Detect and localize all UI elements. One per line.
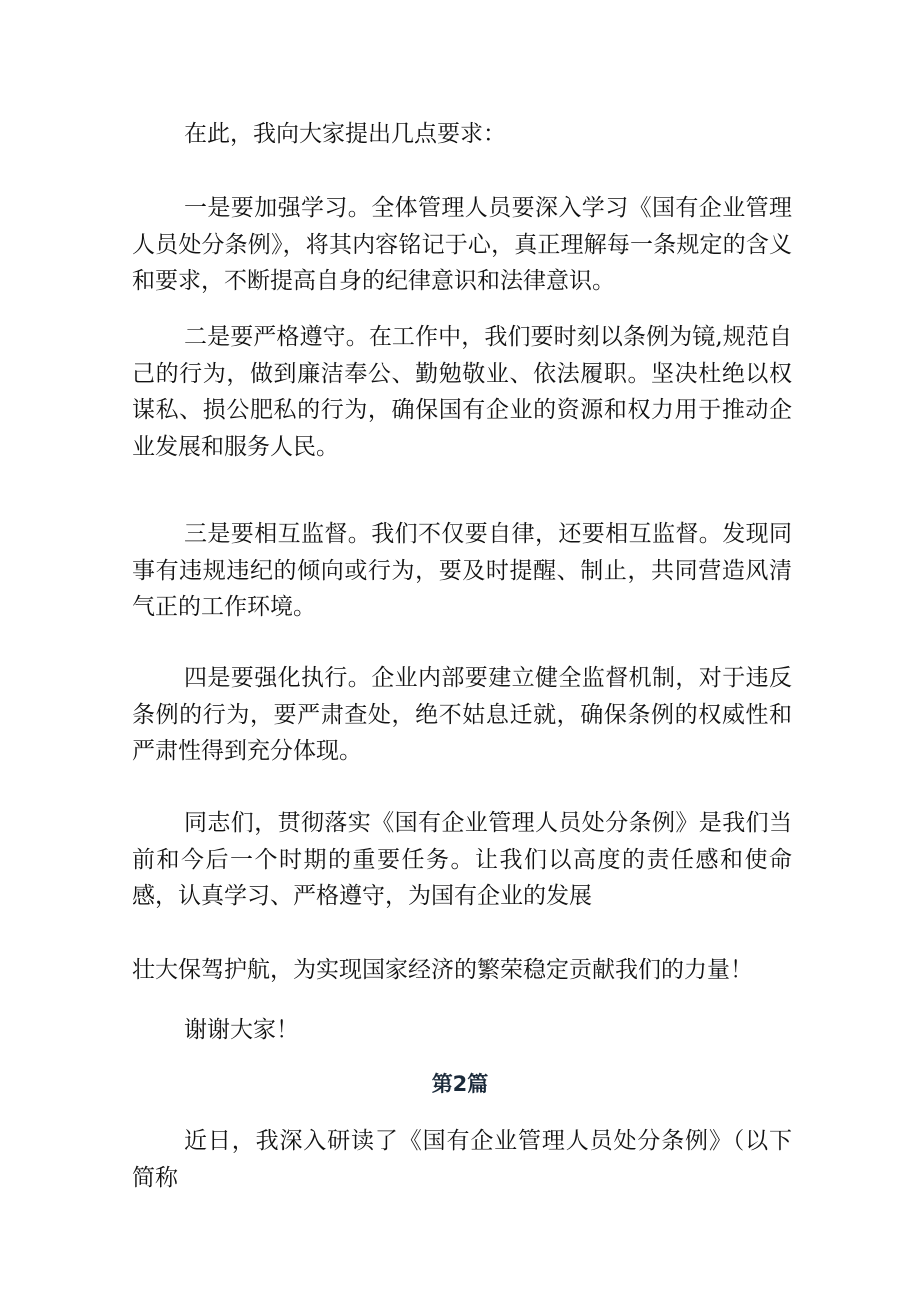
paragraph-next-section-start: 近日，我深入研读了《国有企业管理人员处分条例》（以下简称 (132, 1128, 792, 1191)
section-heading: 第2篇 (431, 1072, 489, 1096)
paragraph-point-four: 四是要强化执行。企业内部要建立健全监督机制，对于违反条例的行为，要严肃查处，绝不姑息迁就，确保条例的权威性和严肃性得到充分体现。 (132, 665, 792, 764)
paragraph-point-three: 三是要相互监督。我们不仅要自律，还要相互监督。发现同事有违规违纪的倾向或行为，要及时提醒、制止，共同营造风清气正的工作环境。 (132, 521, 792, 620)
paragraph-closing: 同志们，贯彻落实《国有企业管理人员处分条例》是我们当前和今后一个时期的重要任务。让我们以高度的责任感和使命感，认真学习、严格遵守，为国有企业的发展 (132, 810, 792, 909)
paragraph-thanks: 谢谢大家！ (184, 1017, 299, 1043)
paragraph-requirements-intro: 在此，我向大家提出几点要求： (184, 121, 506, 147)
paragraph-point-one: 一是要加强学习。全体管理人员要深入学习《国有企业管理人员处分条例》，将其内容铭记于心，真正理解每一条规定的含义和要求，不断提高自身的纪律意识和法律意识。 (132, 195, 792, 294)
paragraph-closing-continued: 壮大保驾护航，为实现国家经济的繁荣稳定贡献我们的力量！ (132, 957, 753, 983)
paragraph-point-two: 二是要严格遵守。在工作中，我们要时刻以条例为镜,规范自己的行为，做到廉洁奉公、勤勉敬业、依法履职。坚决杜绝以权谋私、损公肥私的行为，确保国有企业的资源和权力用于推动企业发展和服务人民。 (132, 324, 792, 460)
